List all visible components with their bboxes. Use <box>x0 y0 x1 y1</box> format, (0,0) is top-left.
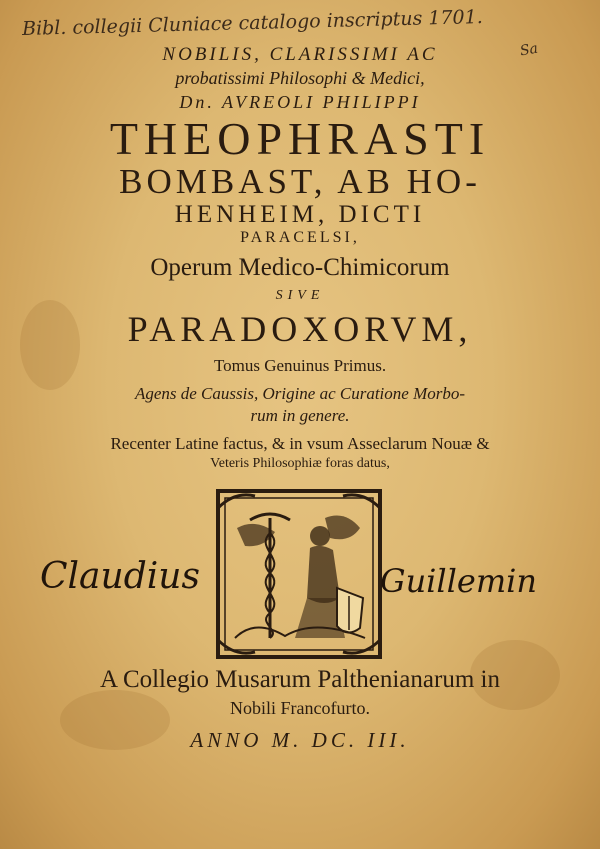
work-title: Operum Medico-Chimicorum <box>150 254 450 281</box>
imprint-line-2: Nobili Francofurto. <box>230 698 370 718</box>
printers-device-emblem <box>215 488 383 660</box>
heading-line-2: probatissimi Philosophi & Medici, <box>175 68 425 88</box>
edition-line-2: Veteris Philosophiæ foras datus, <box>210 456 390 471</box>
handwritten-note: Bibl. collegii Cluniace catalogo inscriptus 1701. <box>21 5 483 41</box>
author-name-3: HENHEIM, DICTI <box>174 201 426 228</box>
imprint-line-1: A Collegio Musarum Palthenianarum in <box>100 666 500 693</box>
edition-line-1: Recenter Latine factus, & in vsum Asseclarum Nouæ & <box>110 434 490 453</box>
author-name-2: BOMBAST, AB HO- <box>119 162 481 201</box>
signature-right: Guillemin <box>380 562 537 600</box>
signature-left: Claudius <box>40 556 200 597</box>
work-title-sive: SIVE <box>275 288 325 303</box>
margin-mark: Sa <box>518 40 540 60</box>
imprint-date: ANNO M. DC. III. <box>190 728 410 752</box>
heading-line-1: NOBILIS, CLARISSIMI AC <box>162 44 438 65</box>
author-name-4: PARACELSI, <box>240 229 360 246</box>
work-subtitle: PARADOXORVM, <box>127 309 473 349</box>
author-name-1: THEOPHRASTI <box>109 113 491 164</box>
subject-line-1: Agens de Caussis, Origine ac Curatione Morbo- <box>134 384 466 403</box>
subject-line-2: rum in genere. <box>250 406 350 425</box>
volume-line: Tomus Genuinus Primus. <box>213 356 387 375</box>
heading-line-3: Dn. AVREOLI PHILIPPI <box>179 92 421 112</box>
